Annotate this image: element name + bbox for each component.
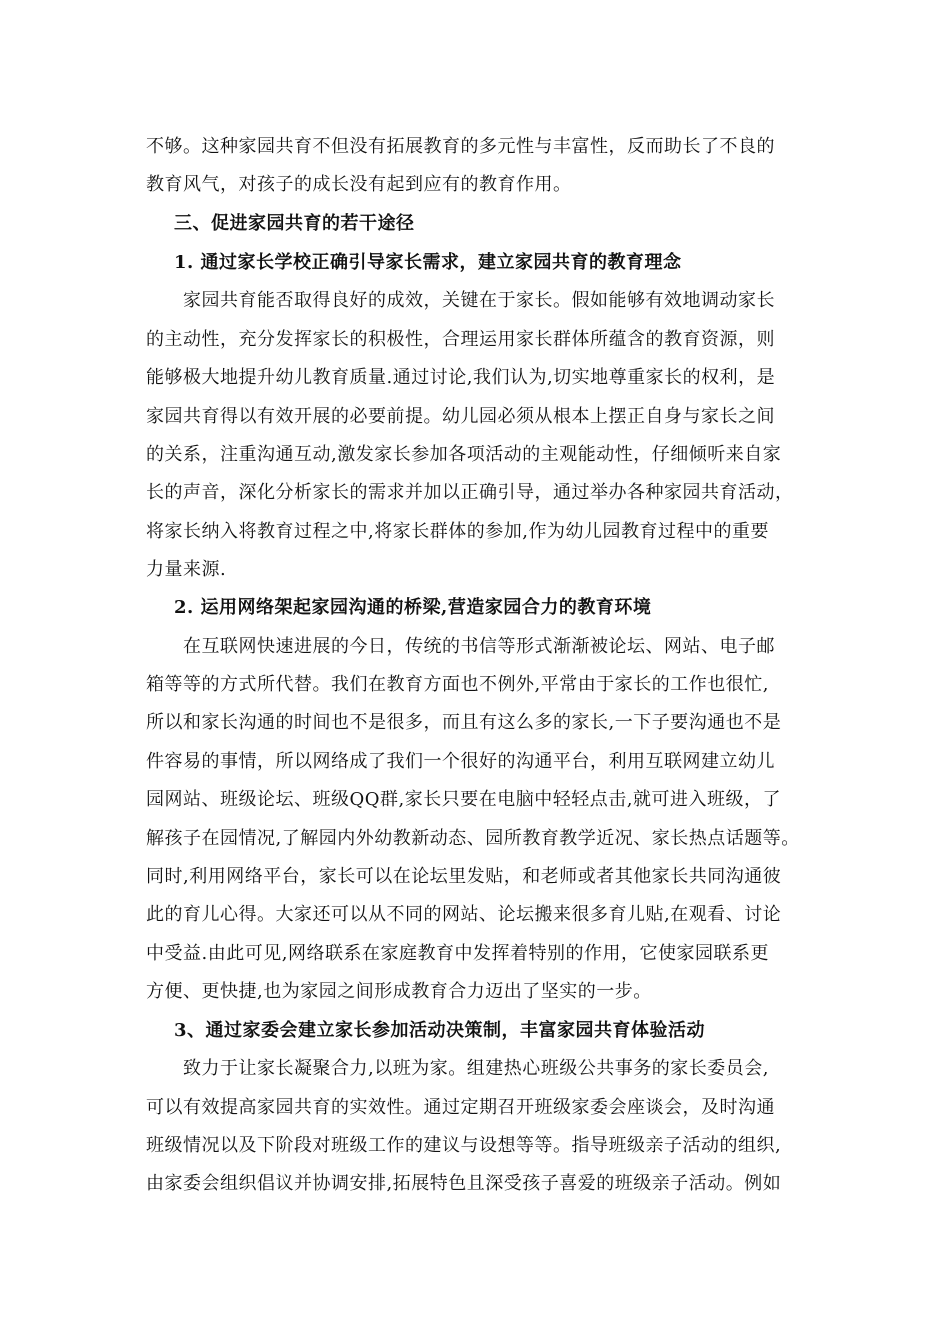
text-line-28: 由家委会组织倡议并协调安排,拓展特色且深受孩子喜爱的班级亲子活动。例如	[146, 1173, 782, 1194]
text-line-16: 所以和家长沟通的时间也不是很多，而且有这么多的家长,一下子要沟通也不是	[146, 712, 782, 733]
text-line-11: 将家长纳入将教育过程之中,将家长群体的参加,作为幼儿园教育过程中的重要	[146, 521, 769, 542]
text-line-6: 的主动性，充分发挥家长的积极性，合理运用家长群体所蕴含的教育资源，则	[146, 329, 775, 350]
section-heading-3: 三、促进家园共育的若干途径	[174, 213, 415, 234]
text-line-14: 在互联网快速进展的今日，传统的书信等形式渐渐被论坛、网站、电子邮	[183, 636, 775, 657]
text-line-7: 能够极大地提升幼儿教育质量.通过讨论,我们认为,切实地尊重家长的权利，是	[146, 367, 776, 388]
text-line-5: 家园共育能否取得良好的成效，关键在于家长。假如能够有效地调动家长	[183, 290, 775, 311]
text-line-17: 件容易的事情，所以网络成了我们一个很好的沟通平台，利用互联网建立幼儿	[146, 751, 775, 772]
text-line-23: 方便、更快捷,也为家园之间形成教育合力迈出了坚实的一步。	[146, 981, 652, 1002]
text-line-9: 的关系，注重沟通互动,激发家长参加各项活动的主观能动性，仔细倾听来自家	[146, 444, 782, 465]
text-line-20: 同时,利用网络平台，家长可以在论坛里发贴，和老师或者其他家长共同沟通彼	[146, 866, 782, 887]
text-line-21: 此的育儿心得。大家还可以从不同的网站、论坛搬来很多育儿贴,在观看、讨论	[146, 904, 782, 925]
text-line-15: 箱等等的方式所代替。我们在教育方面也不例外,平常由于家长的工作也很忙,	[146, 674, 769, 695]
subheading-1: 1. 通过家长学校正确引导家长需求，建立家园共育的教育理念	[174, 252, 682, 273]
text-line-18: 园网站、班级论坛、班级QQ群,家长只要在电脑中轻轻点击,就可进入班级，了	[146, 789, 781, 810]
subheading-3: 3、通过家委会建立家长参加活动决策制，丰富家园共育体验活动	[174, 1020, 706, 1041]
text-line-10: 长的声音，深化分析家长的需求并加以正确引导，通过举办各种家园共育活动，	[146, 482, 794, 503]
text-line-25: 致力于让家长凝聚合力,以班为家。组建热心班级公共事务的家长委员会,	[183, 1058, 769, 1079]
subheading-2: 2. 运用网络架起家园沟通的桥梁,营造家园合力的教育环境	[174, 597, 652, 618]
text-line-1: 不够。这种家园共育不但没有拓展教育的多元性与丰富性，反而助长了不良的	[146, 136, 775, 157]
text-line-12: 力量来源.	[146, 559, 227, 580]
text-line-27: 班级情况以及下阶段对班级工作的建议与设想等等。指导班级亲子活动的组织,	[146, 1135, 782, 1156]
text-line-26: 可以有效提高家园共育的实效性。通过定期召开班级家委会座谈会，及时沟通	[146, 1097, 775, 1118]
text-line-22: 中受益.由此可见,网络联系在家庭教育中发挥着特别的作用，它使家园联系更	[146, 943, 769, 964]
text-line-2: 教育风气，对孩子的成长没有起到应有的教育作用。	[146, 174, 572, 195]
text-line-19: 解孩子在园情况,了解园内外幼教新动态、园所教育教学近况、家长热点话题等。	[146, 828, 800, 849]
text-line-8: 家园共育得以有效开展的必要前提。幼儿园必须从根本上摆正自身与家长之间	[146, 406, 775, 427]
